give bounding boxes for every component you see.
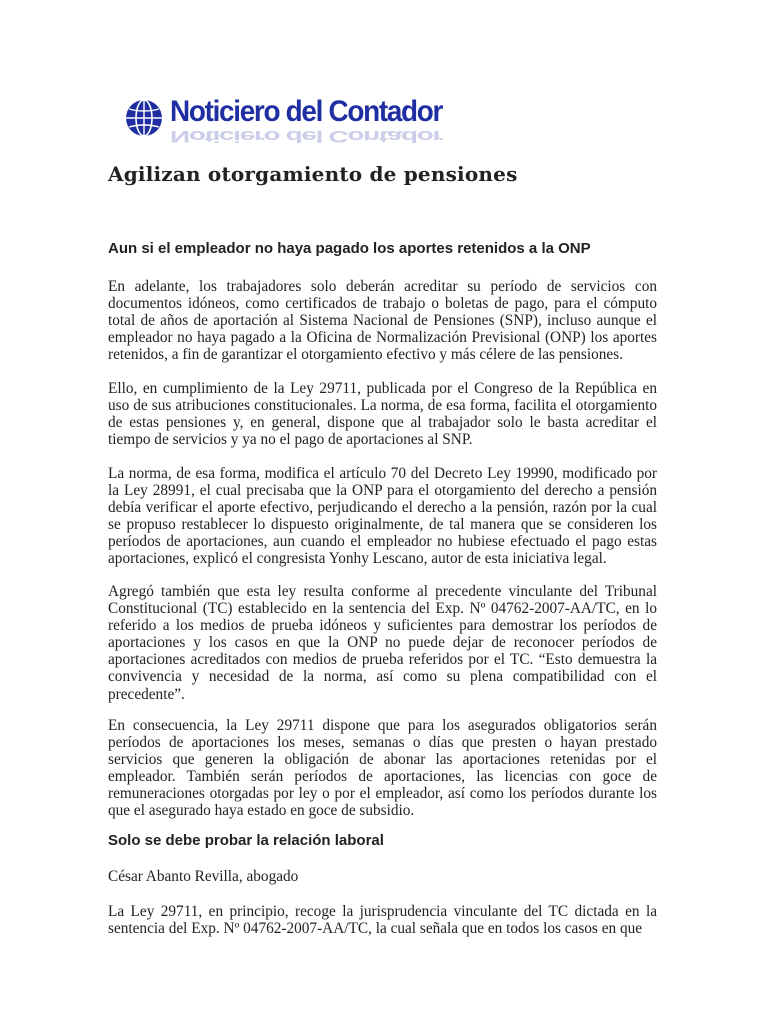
paragraph: Ello, en cumplimiento de la Ley 29711, publicada por el Congreso de la República en uso de sus atribuciones constitucionales. La norma, de esa forma, facilita el otorgamiento de estas pensiones y, en general, dispone que al trabajador solo le basta acreditar el tiempo de servicios y ya no el pago de aportaciones al SNP. (108, 380, 657, 449)
logo (124, 92, 443, 152)
article-subtitle: Aun si el empleador no haya pagado los aportes retenidos a la ONP (108, 240, 591, 257)
logo-text-reflection: Noticiero del Contador (170, 127, 443, 146)
paragraph: Agregó también que esta ley resulta conforme al precedente vinculante del Tribunal Constitucional (TC) establecido en la sentencia del Exp. Nº 04762-2007-AA/TC, en lo referido a los medios de prueba idóneos y suficientes para demostrar los períodos de aportaciones y los casos en que la ONP no puede dejar de reconocer períodos de aportaciones acreditados con medios de prueba referidos por el TC. “Esto demuestra la convivencia y necesidad de la norma, así como su plena compatibilidad con el precedente”. (108, 583, 657, 703)
globe-icon (124, 98, 164, 138)
paragraph: En adelante, los trabajadores solo deberán acreditar su período de servicios con documentos idóneos, como certificados de trabajo o boletas de pago, para el cómputo total de años de aportación al Sistema Nacional de Pensiones (SNP), incluso aunque el empleador no haya pagado a la Oficina de Normalización Previsional (ONP) los aportes retenidos, a fin de garantizar el otorgamiento efectivo y más célere de las pensiones. (108, 278, 657, 364)
author-line: César Abanto Revilla, abogado (108, 868, 299, 885)
paragraph: En consecuencia, la Ley 29711 dispone que para los asegurados obligatorios serán períodos de aportaciones los meses, semanas o días que presten o hayan prestado servicios que generen la obligación de abonar las aportaciones retenidas por el empleador. También serán períodos de aportaciones, las licencias con goce de remuneraciones otorgadas por ley o por el empleador, así como los períodos durante los que el asegurado haya estado en goce de subsidio. (108, 717, 657, 820)
paragraph: La norma, de esa forma, modifica el artículo 70 del Decreto Ley 19990, modificado por la Ley 28991, el cual precisaba que la ONP para el otorgamiento del derecho a pensión debía verificar el aporte efectivo, perjudicando el derecho a la pensión, razón por la cual se propuso restablecer lo dispuesto originalmente, de tal manera que se consideren los períodos de aportaciones, aun cuando el empleador no hubiese efectuado el pago estas aportaciones, explicó el congresista Yonhy Lescano, autor de esta iniciativa legal. (108, 465, 657, 568)
paragraph: La Ley 29711, en principio, recoge la jurisprudencia vinculante del TC dictada en la sentencia del Exp. Nº 04762-2007-AA/TC, la cual señala que en todos los casos en que (108, 903, 657, 938)
logo-text: Noticiero del Contador (170, 95, 443, 128)
article-title: Agilizan otorgamiento de pensiones (108, 162, 518, 186)
section-heading: Solo se debe probar la relación laboral (108, 832, 384, 849)
